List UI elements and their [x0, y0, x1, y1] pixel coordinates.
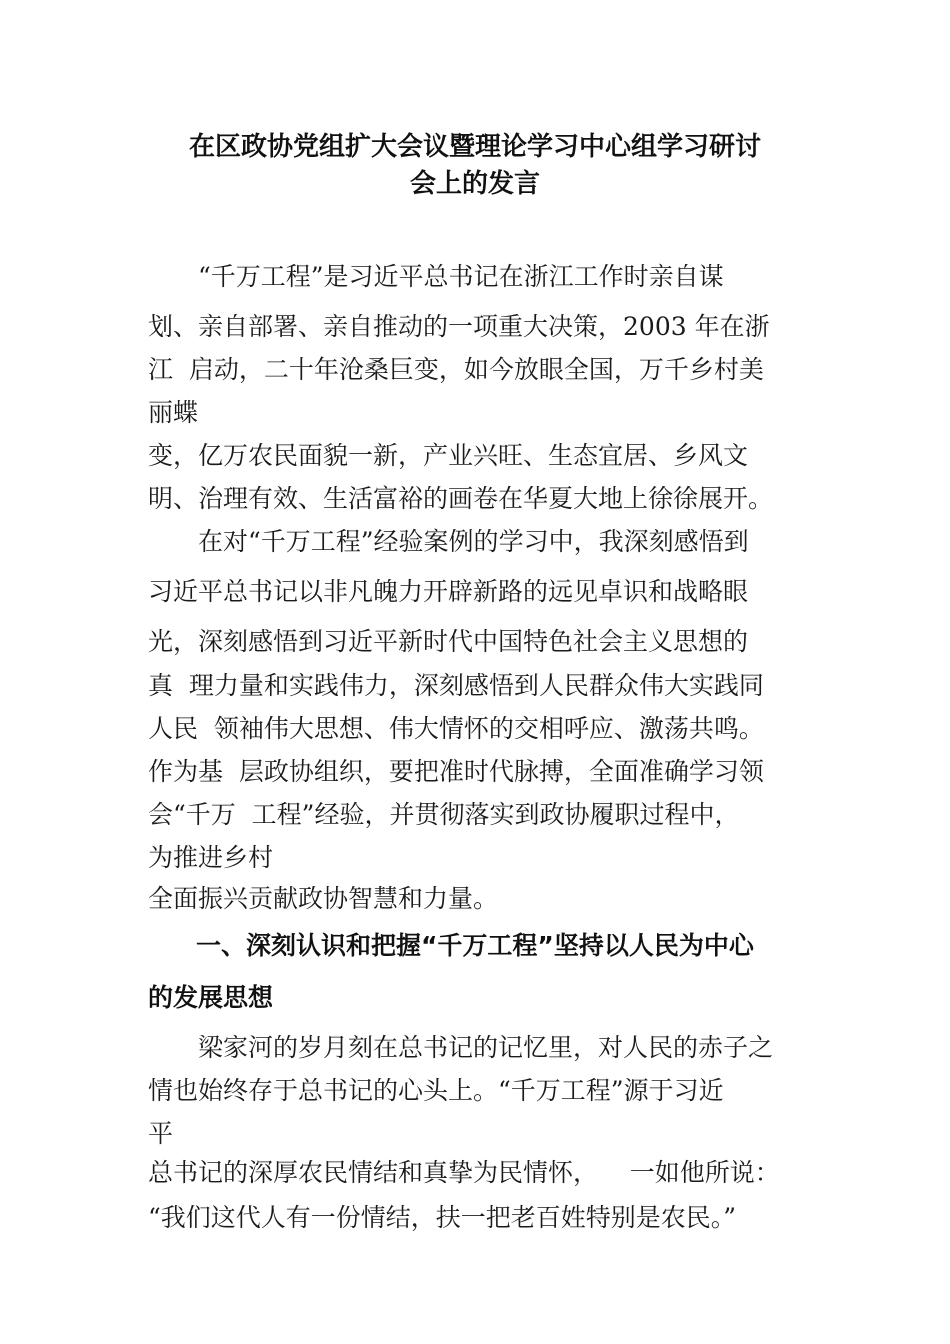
paragraph-1-line-2: 划、亲自部署、亲自推动的一项重大决策，2003 年在浙: [148, 312, 770, 341]
paragraph-1-line-3: 江 启动，二十年沧桑巨变，如今放眼全国，万千乡村美: [148, 355, 764, 384]
document-title-line-1: 在区政协党组扩大会议暨理论学习中心组学习研讨: [188, 132, 761, 162]
paragraph-2-line-9: 全面振兴贡献政协智慧和力量。: [148, 884, 499, 913]
paragraph-2-line-5: 人民 领袖伟大思想、伟大情怀的交相呼应、激荡共鸣。: [148, 714, 764, 743]
paragraph-2-line-3: 光，深刻感悟到习近平新时代中国特色社会主义思想的: [148, 627, 749, 656]
section-heading-1-line-2: 的发展思想: [148, 983, 274, 1012]
paragraph-2-line-7: 会“千万 工程”经验，并贯彻落实到政协履职过程中，: [148, 800, 740, 829]
paragraph-2-line-8: 为推进乡村: [148, 843, 274, 872]
document-title-line-2: 会上的发言: [409, 169, 540, 199]
paragraph-2-line-1: 在对“千万工程”经验案例的学习中，我深刻感悟到: [198, 527, 749, 556]
paragraph-1-line-1: “千万工程”是习近平总书记在浙江工作时亲自谋: [198, 262, 724, 291]
paragraph-3-line-4: 总书记的深厚农民情结和真挚为民情怀， 一如他所说：: [148, 1158, 780, 1187]
paragraph-2-line-4: 真 理力量和实践伟力，深刻感悟到人民群众伟大实践同: [148, 671, 764, 700]
paragraph-3-line-3: 平: [148, 1119, 174, 1148]
paragraph-1-line-5: 变，亿万农民面貌一新，产业兴旺、生态宜居、乡风文: [148, 441, 749, 470]
paragraph-1-line-6: 明、治理有效、生活富裕的画卷在华夏大地上徐徐展开。: [148, 484, 774, 513]
paragraph-3-line-1: 梁家河的岁月刻在总书记的记忆里，对人民的赤子之: [198, 1033, 774, 1062]
paragraph-2-line-2: 习近平总书记以非凡魄力开辟新路的远见卓识和战略眼: [148, 577, 749, 606]
paragraph-3-line-5: “我们这代人有一份情结，扶一把老百姓特别是农民。”: [148, 1203, 737, 1232]
paragraph-2-line-6: 作为基 层政协组织，要把准时代脉搏，全面准确学习领: [148, 757, 764, 786]
section-heading-1-line-1: 一、深刻认识和把握“千万工程”坚持以人民为中心: [196, 931, 754, 960]
paragraph-1-line-4: 丽蝶: [148, 398, 199, 427]
paragraph-3-line-2: 情也始终存于总书记的心头上。“千万工程”源于习近: [148, 1076, 724, 1105]
